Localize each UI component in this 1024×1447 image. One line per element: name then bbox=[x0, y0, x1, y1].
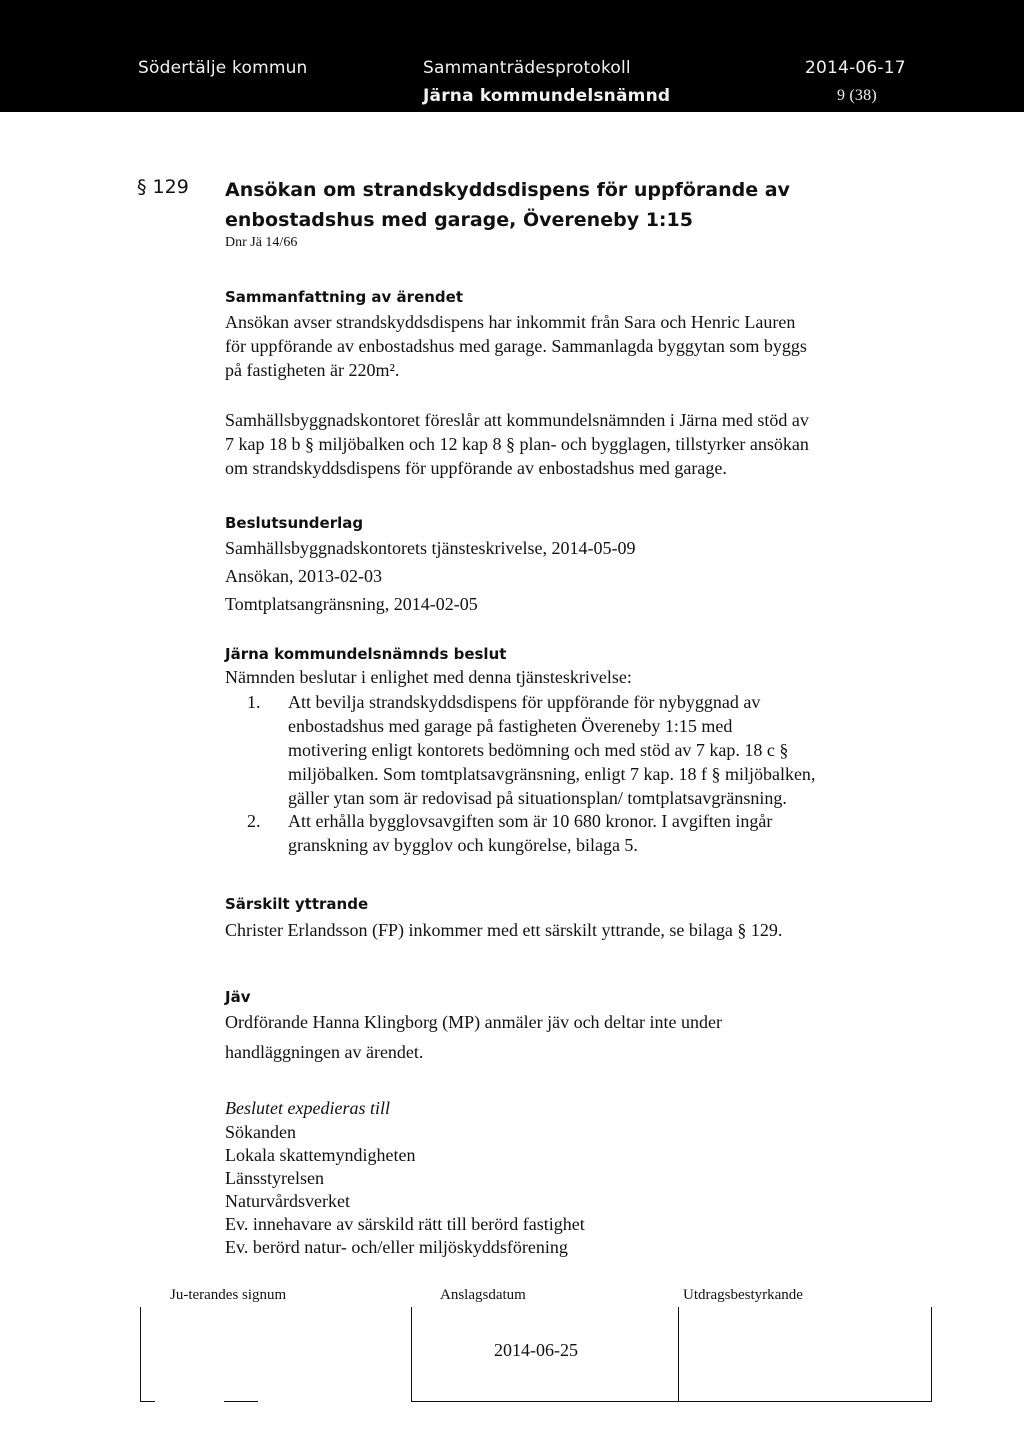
decision-heading: Järna kommundelsnämnds beslut bbox=[225, 645, 507, 663]
header-committee: Järna kommundelsnämnd bbox=[423, 86, 671, 106]
basis-item: Samhällsbyggnadskontorets tjänsteskrivelse, 2014-05-09 bbox=[225, 538, 636, 558]
distribution-item: Länsstyrelsen bbox=[225, 1168, 324, 1188]
decision-item1-line: miljöbalken. Som tomtplatsavgränsning, enligt 7 kap. 18 f § miljöbalken, bbox=[288, 764, 816, 784]
decision-item-number: 2. bbox=[247, 811, 261, 831]
summary-p1-line1: Ansökan avser strandskyddsdispens har inkommit från Sara och Henric Lauren bbox=[225, 312, 796, 332]
decision-item1-line: motivering enligt kontorets bedömning och med stöd av 7 kap. 18 c § bbox=[288, 740, 789, 760]
summary-p2-line3: om strandskyddsdispens för uppförande av enbostadshus med garage. bbox=[225, 458, 727, 478]
table-border bbox=[224, 1401, 258, 1402]
decision-item-number: 1. bbox=[247, 692, 261, 712]
footer-label-signatures: Ju-terandes signum bbox=[170, 1287, 287, 1303]
decision-item1-line: Att bevilja strandskyddsdispens för uppförande för nybyggnad av bbox=[288, 692, 761, 712]
posted-date-value: 2014-06-25 bbox=[494, 1340, 578, 1360]
header-date: 2014-06-17 bbox=[805, 58, 906, 78]
header-document-type: Sammanträdesprotokoll bbox=[423, 58, 631, 78]
decision-item1-line: enbostadshus med garage på fastigheten Övereneby 1:15 med bbox=[288, 716, 733, 736]
header-organization: Södertälje kommun bbox=[138, 58, 308, 78]
conflict-line2: handläggningen av ärendet. bbox=[225, 1042, 424, 1062]
distribution-item: Ev. innehavare av särskild rätt till berörd fastighet bbox=[225, 1214, 585, 1234]
summary-heading: Sammanfattning av ärendet bbox=[225, 288, 464, 306]
decision-item2-line: granskning av bygglov och kungörelse, bilaga 5. bbox=[288, 835, 638, 855]
decision-item1-line: gäller ytan som är redovisad på situationsplan/ tomtplatsavgränsning. bbox=[288, 788, 787, 808]
table-border bbox=[678, 1307, 679, 1402]
section-number: § 129 bbox=[137, 176, 189, 198]
distribution-item: Lokala skattemyndigheten bbox=[225, 1145, 416, 1165]
basis-item: Ansökan, 2013-02-03 bbox=[225, 566, 382, 586]
distribution-heading: Beslutet expedieras till bbox=[225, 1098, 390, 1118]
conflict-line1: Ordförande Hanna Klingborg (MP) anmäler jäv och deltar inte under bbox=[225, 1012, 723, 1032]
summary-p1-line2: för uppförande av enbostadshus med garage. Sammanlagda byggytan som byggs bbox=[225, 336, 807, 356]
distribution-item: Naturvårdsverket bbox=[225, 1191, 350, 1211]
footer-label-posted-date: Anslagsdatum bbox=[440, 1287, 526, 1303]
section-title: Ansökan om strandskyddsdispens för uppförande av enbostadshus med garage, Övereneby 1:15 bbox=[225, 179, 790, 231]
table-border bbox=[931, 1307, 932, 1402]
special-statement-heading: Särskilt yttrande bbox=[225, 895, 369, 913]
basis-item: Tomtplatsangränsning, 2014-02-05 bbox=[225, 594, 478, 614]
basis-heading: Beslutsunderlag bbox=[225, 514, 364, 532]
distribution-item: Sökanden bbox=[225, 1122, 296, 1142]
header-band bbox=[0, 0, 1024, 112]
footer-label-certification: Utdragsbestyrkande bbox=[683, 1287, 803, 1303]
summary-p1-line3: på fastigheten är 220m². bbox=[225, 360, 400, 380]
decision-intro: Nämnden beslutar i enlighet med denna tjänsteskrivelse: bbox=[225, 667, 632, 687]
table-border bbox=[140, 1307, 141, 1402]
special-statement-text: Christer Erlandsson (FP) inkommer med ett särskilt yttrande, se bilaga § 129. bbox=[225, 920, 783, 940]
distribution-item: Ev. berörd natur- och/eller miljöskyddsförening bbox=[225, 1237, 568, 1257]
conflict-heading: Jäv bbox=[225, 988, 251, 1006]
table-border bbox=[411, 1401, 931, 1402]
table-border bbox=[140, 1401, 155, 1402]
summary-p2-line1: Samhällsbyggnadskontoret föreslår att kommundelsnämnden i Järna med stöd av bbox=[225, 410, 809, 430]
summary-p2-line2: 7 kap 18 b § miljöbalken och 12 kap 8 § plan- och bygglagen, tillstyrker ansökan bbox=[225, 434, 809, 454]
case-number: Dnr Jä 14/66 bbox=[225, 235, 298, 250]
table-border bbox=[411, 1307, 412, 1402]
header-page-number: 9 (38) bbox=[837, 87, 877, 104]
decision-item2-line: Att erhålla bygglovsavgiften som är 10 680 kronor. I avgiften ingår bbox=[288, 811, 773, 831]
